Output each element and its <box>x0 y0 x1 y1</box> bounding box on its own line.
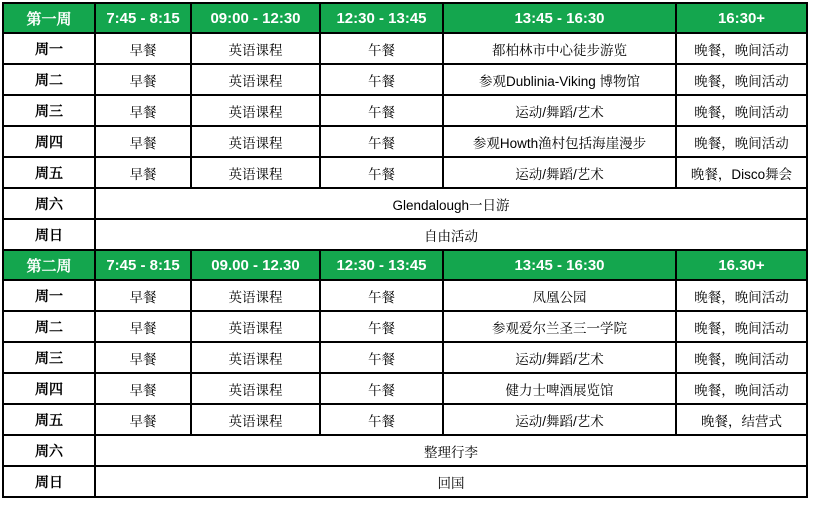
table-cell: 晚餐，晚间活动 <box>676 95 807 126</box>
table-cell: 都柏林市中心徒步游览 <box>443 33 676 64</box>
table-cell: 早餐 <box>95 311 191 342</box>
table-cell: 早餐 <box>95 33 191 64</box>
table-cell: 晚餐，晚间活动 <box>676 280 807 311</box>
table-row <box>3 33 807 64</box>
table-cell: 英语课程 <box>191 342 320 373</box>
table-cell: 午餐 <box>320 64 443 95</box>
table-cell: 英语课程 <box>191 404 320 435</box>
table-row <box>3 404 807 435</box>
table-cell: 晚餐，晚间活动 <box>676 64 807 95</box>
week2-time-col-4: 13:45 - 16:30 <box>443 250 676 280</box>
table-cell: 运动/舞蹈/艺术 <box>443 342 676 373</box>
day-cell: 周二 <box>3 311 95 342</box>
day-cell: 周一 <box>3 280 95 311</box>
day-cell: 周五 <box>3 404 95 435</box>
day-cell: 周三 <box>3 342 95 373</box>
week2-time-col-3: 12:30 - 13:45 <box>320 250 443 280</box>
day-cell: 周三 <box>3 95 95 126</box>
table-cell: 午餐 <box>320 126 443 157</box>
table-cell: 午餐 <box>320 342 443 373</box>
table-cell: 早餐 <box>95 95 191 126</box>
table-cell: 晚餐，晚间活动 <box>676 33 807 64</box>
table-cell: 英语课程 <box>191 33 320 64</box>
day-cell: 周一 <box>3 33 95 64</box>
table-cell: 午餐 <box>320 157 443 188</box>
table-cell: 运动/舞蹈/艺术 <box>443 157 676 188</box>
table-cell: 参观Dublinia-Viking 博物馆 <box>443 64 676 95</box>
table-cell: 英语课程 <box>191 311 320 342</box>
table-row <box>3 435 807 466</box>
table-cell: 早餐 <box>95 280 191 311</box>
week1-time-col-3: 12:30 - 13:45 <box>320 3 443 33</box>
table-cell: 英语课程 <box>191 280 320 311</box>
table-cell: 参观爱尔兰圣三一学院 <box>443 311 676 342</box>
week2-time-col-1: 7:45 - 8:15 <box>95 250 191 280</box>
week1-header-row <box>3 3 807 33</box>
week2-header-row <box>3 250 807 280</box>
schedule-table <box>2 2 808 498</box>
day-cell: 周四 <box>3 373 95 404</box>
merged-activity-cell: 回国 <box>95 466 807 497</box>
day-cell: 周二 <box>3 64 95 95</box>
table-cell: 参观Howth渔村包括海崖漫步 <box>443 126 676 157</box>
table-cell: 早餐 <box>95 342 191 373</box>
table-row <box>3 219 807 250</box>
table-cell: 午餐 <box>320 95 443 126</box>
table-cell: 晚餐，结营式 <box>676 404 807 435</box>
table-cell: 运动/舞蹈/艺术 <box>443 95 676 126</box>
table-row <box>3 126 807 157</box>
table-row <box>3 311 807 342</box>
table-cell: 英语课程 <box>191 95 320 126</box>
table-cell: 早餐 <box>95 64 191 95</box>
table-cell: 英语课程 <box>191 64 320 95</box>
table-cell: 凤凰公园 <box>443 280 676 311</box>
table-cell: 英语课程 <box>191 373 320 404</box>
week1-title: 第一周 <box>3 3 95 33</box>
merged-activity-cell: 整理行李 <box>95 435 807 466</box>
day-cell: 周六 <box>3 435 95 466</box>
table-row <box>3 95 807 126</box>
week1-time-col-4: 13:45 - 16:30 <box>443 3 676 33</box>
table-row <box>3 64 807 95</box>
table-row <box>3 280 807 311</box>
table-row <box>3 342 807 373</box>
table-cell: 早餐 <box>95 157 191 188</box>
table-cell: 晚餐，晚间活动 <box>676 126 807 157</box>
table-cell: 晚餐，晚间活动 <box>676 342 807 373</box>
week1-time-col-2: 09:00 - 12:30 <box>191 3 320 33</box>
table-cell: 午餐 <box>320 373 443 404</box>
table-cell: 早餐 <box>95 373 191 404</box>
day-cell: 周五 <box>3 157 95 188</box>
day-cell: 周日 <box>3 466 95 497</box>
table-cell: 午餐 <box>320 33 443 64</box>
table-row <box>3 466 807 497</box>
day-cell: 周六 <box>3 188 95 219</box>
table-cell: 晚餐，晚间活动 <box>676 373 807 404</box>
day-cell: 周日 <box>3 219 95 250</box>
table-cell: 英语课程 <box>191 157 320 188</box>
week1-time-col-5: 16:30+ <box>676 3 807 33</box>
table-cell: 健力士啤酒展览馆 <box>443 373 676 404</box>
table-cell: 早餐 <box>95 126 191 157</box>
table-cell: 午餐 <box>320 280 443 311</box>
week2-title: 第二周 <box>3 250 95 280</box>
day-cell: 周四 <box>3 126 95 157</box>
table-row <box>3 157 807 188</box>
table-cell: 运动/舞蹈/艺术 <box>443 404 676 435</box>
week2-time-col-5: 16.30+ <box>676 250 807 280</box>
table-cell: 午餐 <box>320 311 443 342</box>
table-cell: 晚餐，晚间活动 <box>676 311 807 342</box>
week1-time-col-1: 7:45 - 8:15 <box>95 3 191 33</box>
table-cell: 早餐 <box>95 404 191 435</box>
table-row <box>3 188 807 219</box>
merged-activity-cell: 自由活动 <box>95 219 807 250</box>
table-cell: 午餐 <box>320 404 443 435</box>
table-cell: 晚餐，Disco舞会 <box>676 157 807 188</box>
table-row <box>3 373 807 404</box>
merged-activity-cell: Glendalough一日游 <box>95 188 807 219</box>
week2-time-col-2: 09.00 - 12.30 <box>191 250 320 280</box>
table-cell: 英语课程 <box>191 126 320 157</box>
